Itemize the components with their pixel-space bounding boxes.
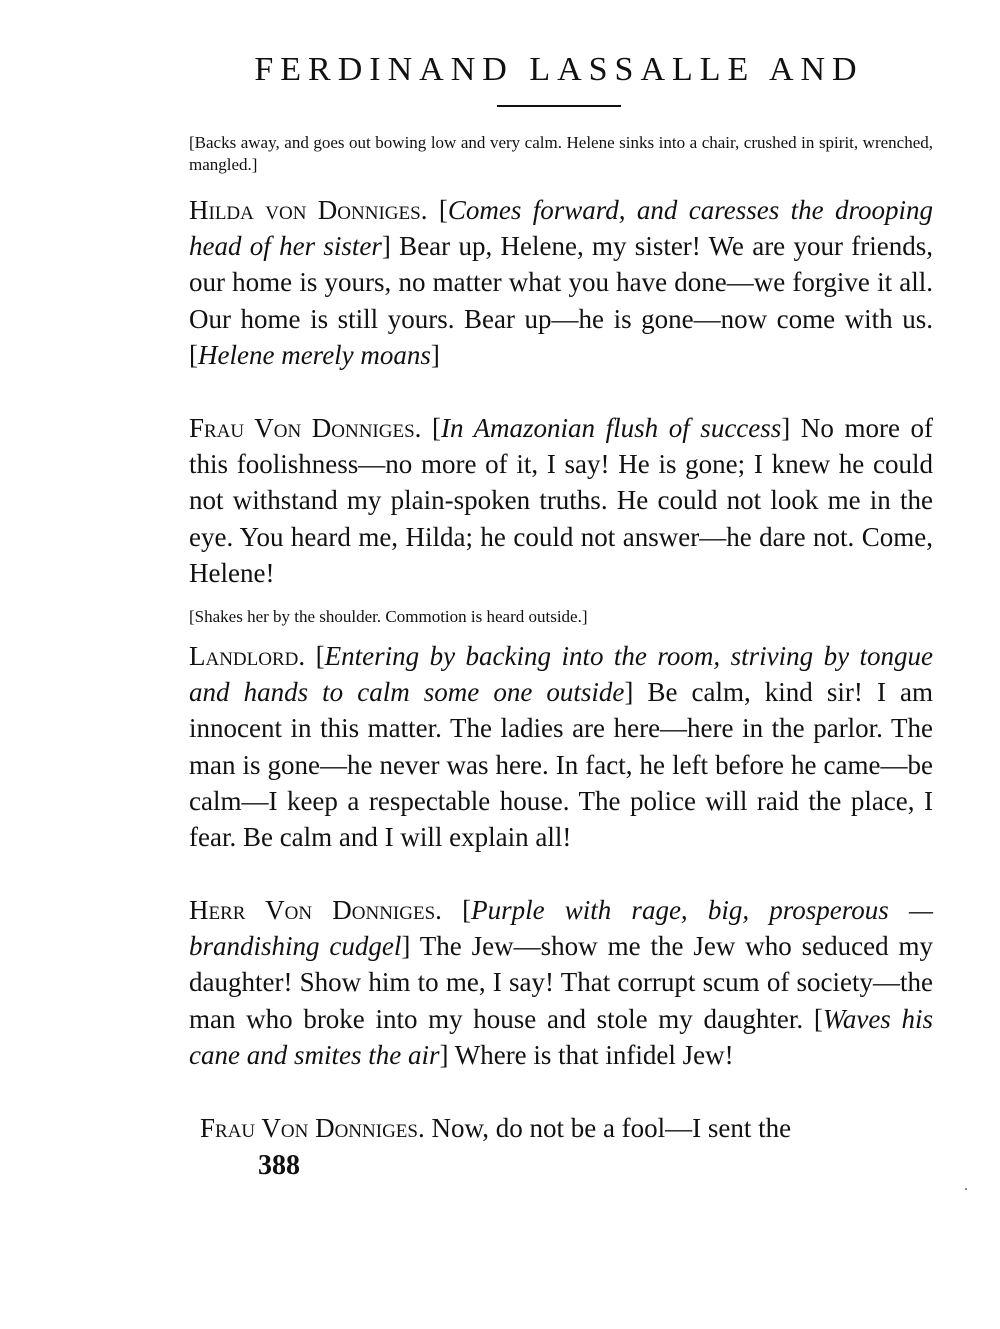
stage-direction: [Backs away, and goes out bowing low and very calm. Helene sinks into a chair, crushed in spirit, wrenched, mangled.]: [189, 133, 933, 174]
speech-hilda: [189, 192, 933, 373]
speech-text: [: [441, 895, 472, 925]
speech-frau-continued: [200, 1110, 935, 1146]
speaker-name: Herr Von Donniges.: [189, 895, 442, 925]
stage-direction-inline: Comes forward, and caresses the drooping head of her sister: [189, 195, 934, 262]
speech-text: ] Where is that infidel Jew!: [439, 1039, 734, 1070]
stage-direction-inline: Helene merely moans: [198, 339, 431, 370]
scan-speck: [965, 1188, 967, 1190]
stage-direction: [Shakes her by the shoulder. Commotion is heard outside.]: [189, 607, 588, 626]
speech-herr: [189, 892, 933, 1073]
speech-text: ]: [430, 339, 440, 370]
speech-text: [: [305, 641, 325, 671]
speaker-name: Frau Von Donniges.: [189, 413, 422, 443]
speaker-name: Landlord.: [189, 641, 306, 671]
running-head: FERDINAND LASSALLE AND: [254, 51, 864, 88]
speech-text: ] The Jew—show me the Jew who seduced my daughter! Show him to me, I say! That corrupt scum of society—the man who broke into my house and stole my daughter. [: [189, 931, 933, 1034]
speech-text: Now, do not be a fool—I sent the: [424, 1113, 792, 1143]
speech-text: [: [427, 195, 448, 225]
speech-text: ] Be calm, kind sir! I am innocent in this matter. The ladies are here—here in the parlor. The man is gone—he never was here. In fact, he left before he came—be calm—I keep a respectable house. The police will raid the place, I fear. Be calm and I will explain all!: [189, 677, 933, 853]
speaker-name: Hilda von Donniges.: [189, 195, 428, 225]
stage-direction-inline: Waves his cane and smites the air: [189, 1003, 933, 1070]
stage-direction-inline: Entering by backing into the room, striving by tongue and hands to calm some one outside: [189, 641, 933, 708]
speaker-name: Frau Von Donniges.: [200, 1113, 425, 1143]
header-rule: [497, 105, 621, 107]
stage-direction-inline: Purple with rage, big, prosperous —brandishing cudgel: [189, 895, 933, 962]
stage-direction-inline: In Amazonian flush of success: [440, 413, 782, 443]
speech-text: ] Bear up, Helene, my sister! We are your friends, our home is yours, no matter what you have done—we forgive it all. Our home is still yours. Bear up—he is gone—now come with us. [: [189, 231, 933, 370]
speech-text: [: [421, 413, 441, 443]
speech-landlord: [189, 638, 933, 855]
page-number: 388: [258, 1150, 300, 1181]
speech-frau: [189, 410, 933, 591]
speech-text: ] No more of this foolishness—no more of it, I say! He is gone; I knew he could not withstand my plain-spoken truths. He could not look me in the eye. You heard me, Hilda; he could not answer—he dare not. Come, Helene!: [189, 413, 933, 588]
